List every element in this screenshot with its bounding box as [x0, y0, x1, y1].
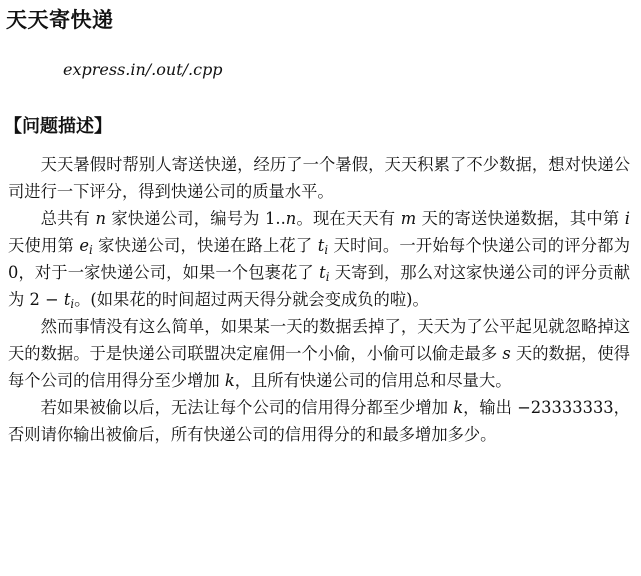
section-heading-description: 【问题描述】	[4, 116, 112, 137]
paragraph-1	[8, 151, 630, 205]
problem-description	[8, 151, 630, 448]
math-subscript-i: i	[324, 242, 329, 257]
math-expression: 2 −	[29, 290, 64, 309]
file-io-name: express.in/.out/.cpp	[63, 60, 223, 79]
text-segment: 天的数据，使得每个公司的信用得分至少增加	[8, 344, 630, 390]
text-segment: 天的寄送快递数据，其中第	[416, 209, 625, 228]
math-var-n: n	[95, 209, 106, 228]
text-segment: 若如果被偷以后，无法让每个公司的信用得分都至少增加	[40, 398, 454, 417]
text-segment: ，输出	[463, 398, 518, 417]
math-var-m: m	[400, 209, 417, 228]
math-var-t: t	[319, 263, 326, 282]
text-segment: 天寄到，那么对这家快递公司的评分贡献为	[8, 263, 630, 309]
text-segment: 家快递公司，编号为	[105, 209, 266, 228]
text-segment: 然而事情没有这么简单，如果某一天的数据丢掉了，天天为了公平起见就忽略掉这天的数据。于是快递公司联盟决定雇佣一个小偷，小偷可以偷走最多	[8, 317, 630, 363]
text-segment: ，且所有快递公司的信用总和尽量大。	[234, 371, 512, 390]
math-subscript-i: i	[70, 296, 75, 311]
math-number-zero: 0	[8, 263, 19, 282]
math-subscript-i: i	[88, 242, 93, 257]
math-var-k: k	[224, 371, 235, 390]
paragraph-4	[8, 394, 630, 448]
paragraph-3	[8, 313, 630, 394]
paragraph-2	[8, 205, 630, 313]
math-range: 1..	[265, 209, 286, 228]
math-subscript-i: i	[325, 269, 330, 284]
text-segment: 。现在天天有	[296, 209, 401, 228]
math-var-n: n	[285, 209, 297, 228]
math-var-k: k	[453, 398, 464, 417]
text-segment: 天时间。一开始每个快递公司的评分都为	[328, 236, 630, 255]
problem-title: 天天寄快递	[6, 8, 114, 32]
math-var-t: t	[317, 236, 325, 255]
text-segment: ，否则请你输出被偷后，所有快递公司的信用得分的和最多增加多少。	[8, 398, 630, 444]
math-var-e: e	[79, 236, 89, 255]
math-var-s: s	[502, 344, 511, 363]
math-output-number: −23333333	[517, 398, 614, 417]
math-var-t: t	[63, 290, 71, 309]
text-segment: 。(如果花的时间超过两天得分就会变成负的啦)。	[74, 290, 429, 309]
text-segment: ，对于一家快递公司，如果一个包裹花了	[18, 263, 320, 282]
math-var-i: i	[624, 209, 630, 228]
text-segment: 家快递公司，快递在路上花了	[92, 236, 318, 255]
text-segment: 天使用第	[8, 236, 80, 255]
text-segment: 总共有	[40, 209, 96, 228]
paragraph-1-text: 天天暑假时帮别人寄送快递，经历了一个暑假，天天积累了不少数据，想对快递公司进行一下评分，得到快递公司的质量水平。	[8, 155, 630, 201]
